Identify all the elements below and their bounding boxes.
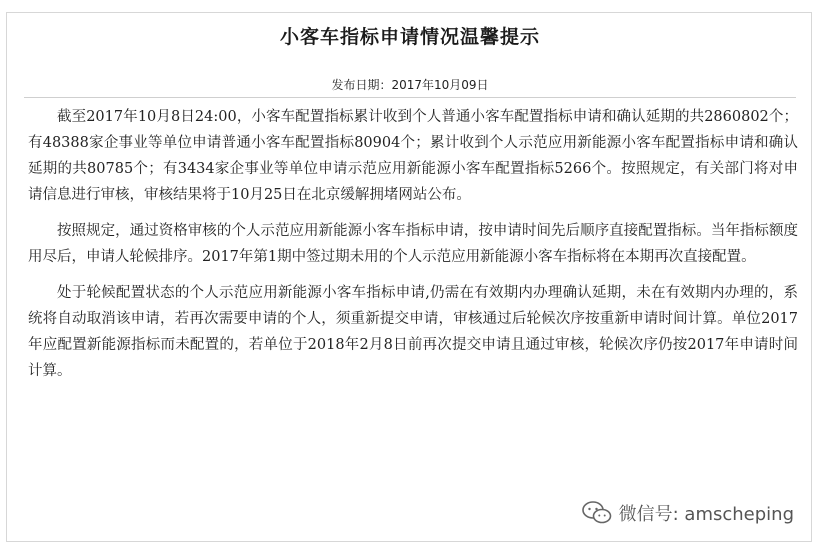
divider (24, 97, 796, 98)
article-title: 小客车指标申请情况温馨提示 (279, 26, 540, 48)
article-body (28, 104, 798, 394)
watermark-text: 微信号: amscheping (618, 504, 794, 525)
publish-date: 发布日期：2017年10月09日 (331, 78, 489, 92)
paragraph: 处于轮候配置状态的个人示范应用新能源小客车指标申请,仍需在有效期内办理确认延期，未在有效期内办理的，系统将自动取消该申请，若再次需要申请的个人，须重新提交申请，审核通过后轮候次序按重新申请时间计算。单位2017年应配置新能源指标而未配置的，若单位于2018年2月8日前再次提交申请且通过审核，轮候次序仍按2017年申请时间计算。 (28, 285, 798, 379)
paragraph: 按照规定，通过资格审核的个人示范应用新能源小客车指标申请，按申请时间先后顺序直接配置指标。当年指标额度用尽后，申请人轮候排序。2017年第1期中签过期未用的个人示范应用新能源小客车指标将在本期再次直接配置。 (28, 223, 798, 265)
wechat-icon (581, 500, 613, 526)
paragraph: 截至2017年10月8日24:00，小客车配置指标累计收到个人普通小客车配置指标申请和确认延期的共2860802个；有48388家企事业等单位申请普通小客车配置指标80904个；累计收到个人示范应用新能源小客车配置指标申请和确认延期的共80785个；有3434家企事业等单位申请示范应用新能源小客车配置指标5266个。按照规定，有关部门将对申请信息进行审核，审核结果将于10月25日在北京缓解拥堵网站公布。 (28, 109, 798, 203)
wechat-watermark (581, 500, 794, 526)
